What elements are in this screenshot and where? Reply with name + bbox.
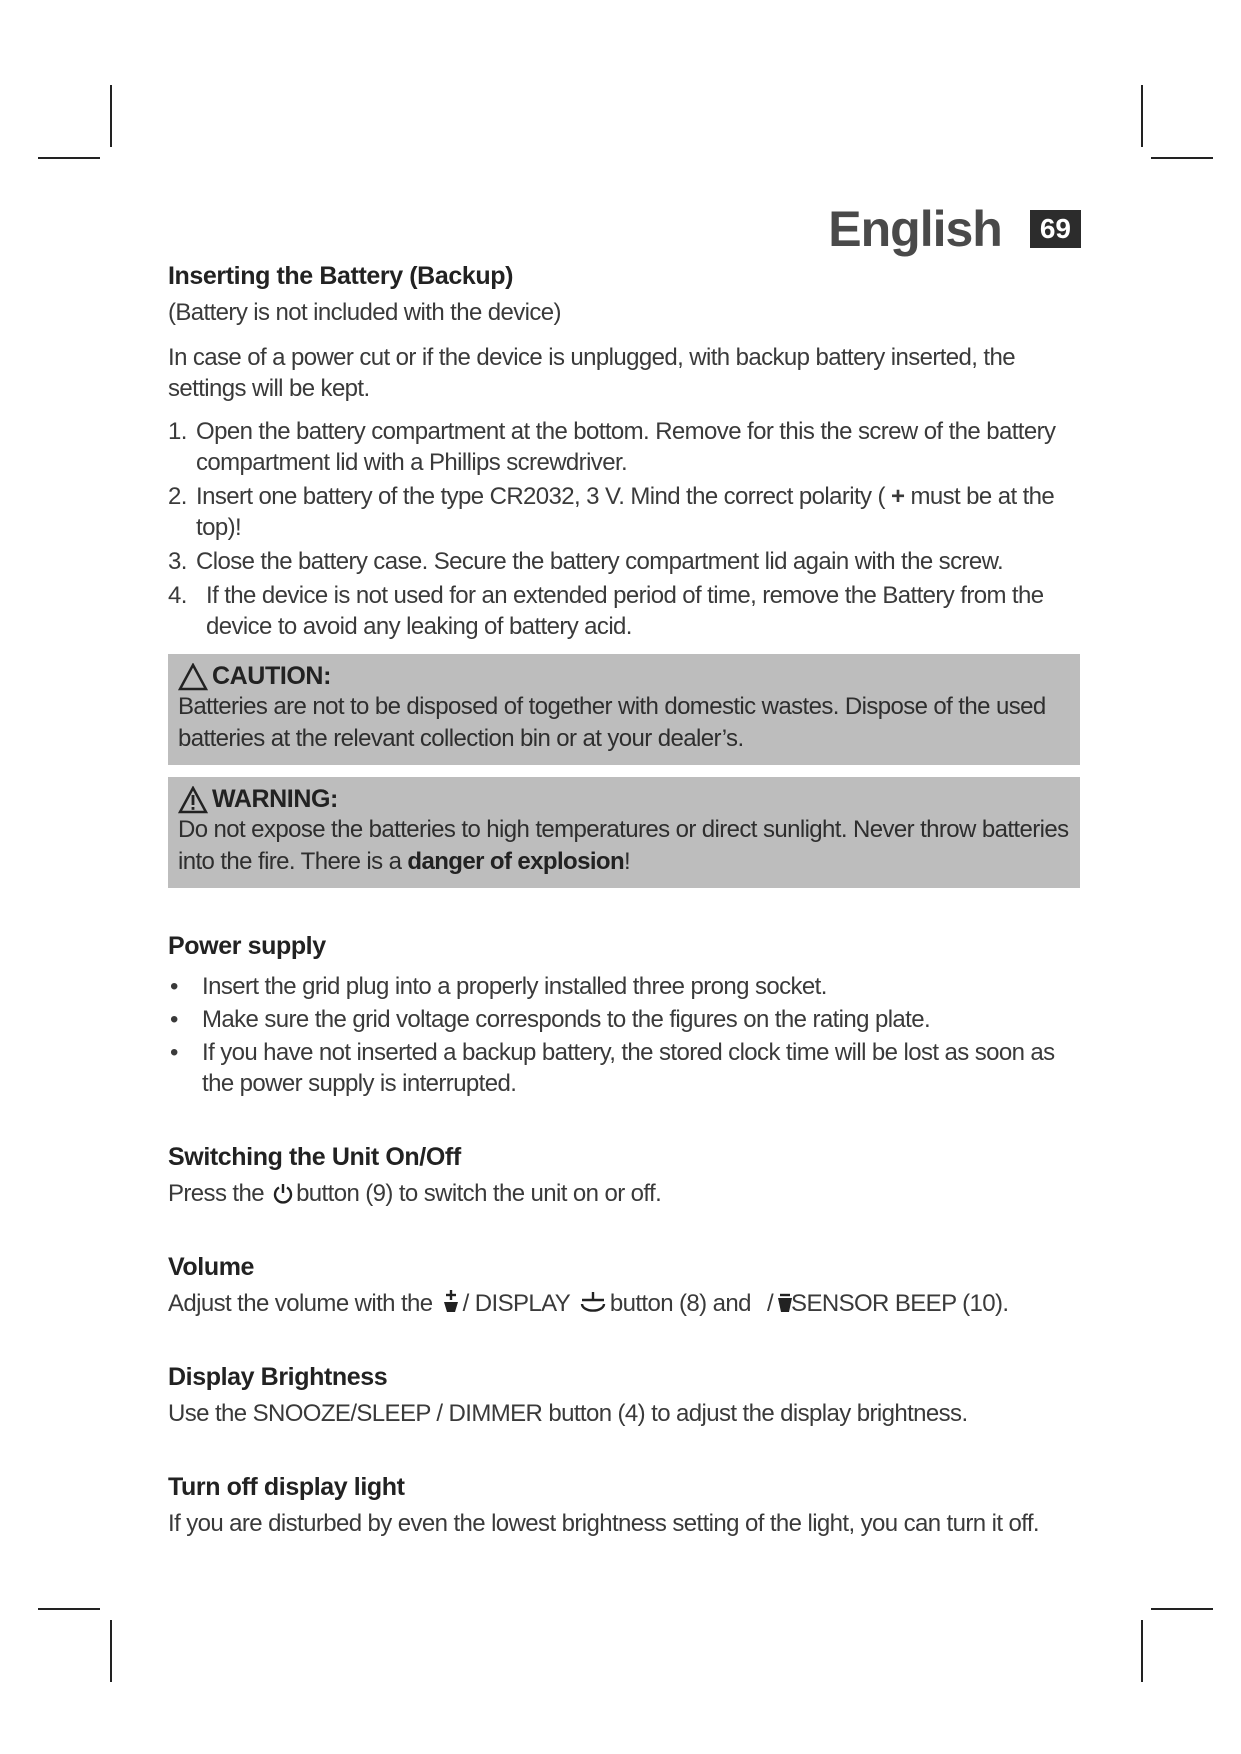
crop-mark [1151, 157, 1213, 159]
battery-intro: In case of a power cut or if the device is unplugged, with backup battery inserted, the settings will be kept. [168, 344, 1015, 402]
bullet-icon: • [170, 973, 178, 1000]
crop-mark [110, 85, 112, 147]
language-title: English [828, 201, 1002, 257]
crop-mark [1141, 1620, 1143, 1682]
page-header [828, 200, 1081, 258]
step-text: If the device is not used for an extended period of time, remove the Battery from the device to avoid any leaking of battery acid. [206, 582, 1044, 640]
battery-heading: Inserting the Battery (Backup) [168, 262, 514, 290]
step-text [196, 481, 1080, 543]
switching-heading: Switching the Unit On/Off [168, 1143, 461, 1171]
volume-text-part: / DISPLAY [462, 1290, 570, 1317]
warning-text-part: ! [624, 848, 631, 875]
crop-mark [38, 1608, 100, 1610]
volume-heading: Volume [168, 1253, 255, 1281]
bullet-icon: • [170, 1039, 178, 1066]
step-number: 3. [168, 548, 187, 575]
power-supply-heading: Power supply [168, 932, 326, 960]
step-number: 2. [168, 483, 187, 510]
bullet-icon: • [170, 1006, 178, 1033]
step-text: Open the battery compartment at the bottom. Remove for this the screw of the battery compartment lid with a Phillips screwdriver. [196, 418, 1056, 476]
step-number: 4. [168, 582, 187, 609]
plus-polarity-icon: + [890, 483, 905, 510]
display-light-text: If you are disturbed by even the lowest brightness setting of the light, you can turn it off. [168, 1510, 1039, 1537]
volume-text-part: / [766, 1290, 774, 1317]
list-item [168, 1037, 1080, 1099]
volume-text [168, 1288, 1080, 1319]
warning-triangle-icon [178, 663, 208, 691]
switching-text [168, 1178, 1080, 1209]
crop-mark [1141, 85, 1143, 147]
step-text-part: must be at the top)! [196, 483, 1055, 541]
battery-not-included: (Battery is not included with the device) [168, 299, 561, 326]
volume-up-icon [441, 1288, 461, 1314]
power-icon [272, 1182, 294, 1204]
list-item [168, 580, 1080, 642]
warning-box [168, 777, 1080, 888]
power-supply-list [168, 971, 1080, 1099]
list-item [168, 1004, 1080, 1035]
bullet-text: If you have not inserted a backup battery, the stored clock time will be lost as soon as the power supply is interrupted. [202, 1039, 1055, 1097]
bullet-text: Make sure the grid voltage corresponds to the figures on the rating plate. [202, 1006, 931, 1033]
step-text: Close the battery case. Secure the battery compartment lid again with the screw. [196, 548, 1004, 575]
volume-text-part: SENSOR BEEP (10). [791, 1290, 1009, 1317]
volume-text-part: button (8) and [609, 1290, 751, 1317]
list-item [168, 416, 1080, 478]
crop-mark [110, 1620, 112, 1682]
bullet-text: Insert the grid plug into a properly installed three prong socket. [202, 973, 827, 1000]
list-item [168, 481, 1080, 543]
page-content [168, 262, 1080, 1539]
list-item [168, 546, 1080, 577]
brightness-text: Use the SNOOZE/SLEEP / DIMMER button (4) to adjust the display brightness. [168, 1400, 968, 1427]
step-text-part: Insert one battery of the type CR2032, 3 V. Mind the correct polarity ( [196, 483, 885, 510]
warning-triangle-icon [178, 786, 208, 814]
crop-mark [38, 157, 100, 159]
warning-title [178, 785, 1070, 814]
warning-text-part: Do not expose the batteries to high temperatures or direct sunlight. Never throw batteries into the fire. There is a [178, 816, 1069, 875]
warning-emphasis: danger of explosion [407, 848, 625, 875]
display-cycle-icon [578, 1290, 608, 1314]
volume-text-part: Adjust the volume with the [168, 1290, 433, 1317]
caution-text: Batteries are not to be disposed of together with domestic wastes. Dispose of the used batteries at the relevant collection bin or at your dealer’s. [178, 693, 1046, 752]
caution-title [178, 662, 1070, 691]
list-item [168, 971, 1080, 1002]
crop-mark [1151, 1608, 1213, 1610]
switching-text-part: button (9) to switch the unit on or off. [296, 1180, 662, 1207]
brightness-heading: Display Brightness [168, 1363, 388, 1391]
caution-box [168, 654, 1080, 765]
battery-steps [168, 416, 1080, 642]
switching-text-part: Press the [168, 1180, 264, 1207]
warning-text [178, 814, 1070, 878]
warning-title-text: WARNING: [212, 785, 338, 813]
caution-title-text: CAUTION: [212, 662, 332, 690]
step-number: 1. [168, 418, 187, 445]
display-light-heading: Turn off display light [168, 1473, 405, 1501]
page-number: 69 [1030, 210, 1081, 248]
